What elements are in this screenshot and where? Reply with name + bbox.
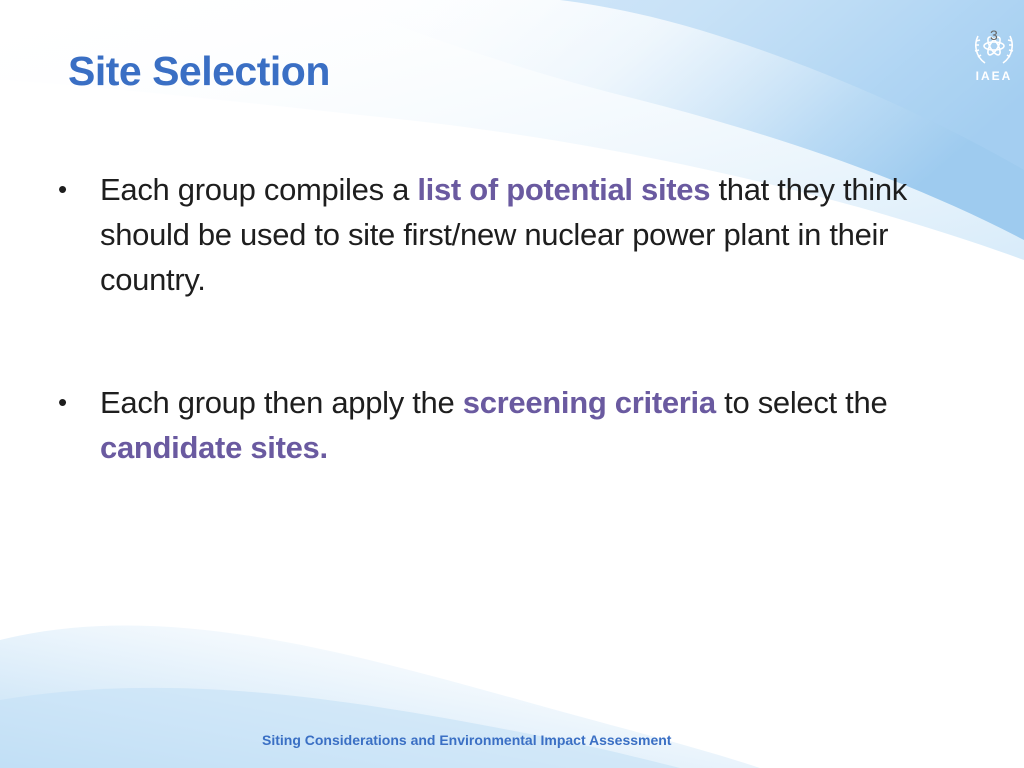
iaea-logo-text: IAEA bbox=[975, 69, 1013, 83]
bullet-item bbox=[58, 167, 918, 302]
bullet-list bbox=[58, 167, 918, 470]
highlight-text: list of potential sites bbox=[417, 172, 711, 207]
bullet-text: that they think should be used to site first/new nuclear power plant in their country. bbox=[100, 172, 907, 297]
bullet-text: Each group compiles a bbox=[100, 172, 418, 207]
bullet-dot: • bbox=[58, 174, 67, 204]
bullet-dot: • bbox=[58, 387, 67, 417]
bullet-item bbox=[58, 380, 918, 470]
bullet-text: Each group then apply the bbox=[100, 385, 463, 420]
highlight-text: candidate sites. bbox=[100, 430, 328, 465]
highlight-text: screening criteria bbox=[462, 385, 716, 420]
bullet-text: to select the bbox=[715, 385, 888, 420]
footer-text: Siting Considerations and Environmental Impact Assessment bbox=[262, 732, 672, 748]
iaea-logo bbox=[968, 24, 1020, 88]
slide-number: 3 bbox=[990, 27, 998, 43]
slide-title: Site Selection bbox=[68, 48, 330, 94]
